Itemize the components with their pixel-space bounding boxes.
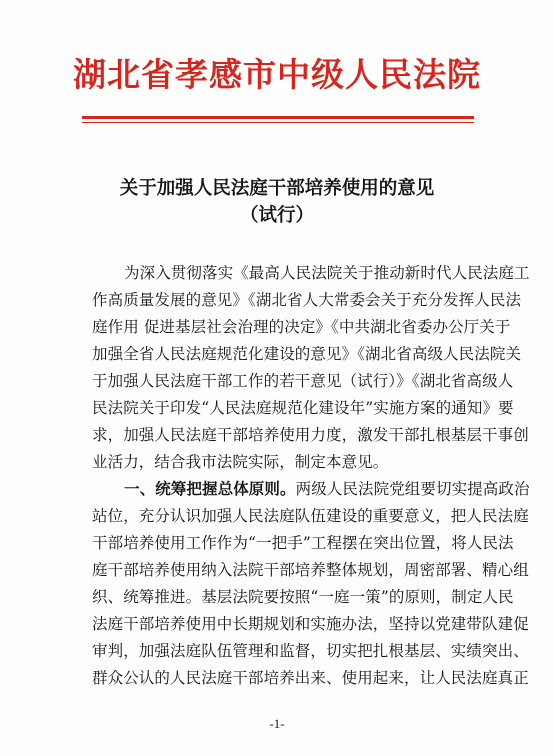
section-one-heading: 一、统筹把握总体原则。 [124,480,296,498]
section-one-line: 审判，加强法庭队伍管理和监督，切实把扎根基层、实绩突出、 [92,642,529,660]
preamble-line: 业活力，结合我市法院实际，制定本意见。 [92,453,389,471]
preamble-line: 求，加强人民法庭干部培养使用力度，激发干部扎根基层干事创 [92,426,529,444]
preamble-line: 加强全省人民法庭规范化建设的意见》《湖北省高级人民法院关 [92,345,522,363]
section-one-first-line-text: 两级人民法院党组要切实提高政治 [295,480,530,498]
section-one-line: 庭干部培养使用纳入法院干部培养整体规划，周密部署、精心组 [92,561,529,579]
page-number: -1- [269,716,285,731]
document-title: 关于加强人民法庭干部培养使用的意见 [119,178,435,199]
header-red-rule-thin [82,122,474,123]
section-one-line: 干部培养使用工作作为“一把手”工程摆在突出位置，将人民法 [92,534,514,552]
preamble-line: 作高质量发展的意见》《湖北省人大常委会关于充分发挥人民法 [92,291,522,309]
section-one-line: 法庭干部培养使用中长期规划和实施办法，坚持以党建带队建促 [92,615,529,633]
section-one-line: 群众公认的人民法庭干部培养出来、使用起来，让人民法庭真正 [92,669,529,687]
preamble-line: 民法院关于印发“人民法庭规范化建设年”实施方案的通知》要 [92,399,514,417]
section-one-line: 织、统筹推进。基层法院要按照“一庭一策”的原则，制定人民 [92,588,514,606]
section-one-first-line [124,479,530,499]
document-subtitle: （试行） [239,205,314,226]
preamble-line: 于加强人民法庭干部工作的若干意见（试行）》《湖北省高级人 [92,372,514,390]
header-red-rule-thick [82,116,474,119]
preamble-line: 为深入贯彻落实《最高人民法院关于推动新时代人民法庭工 [124,264,530,282]
court-header-title: 湖北省孝感市中级人民法院 [73,55,481,94]
preamble-line: 庭作用 促进基层社会治理的决定》《中共湖北省委办公厅关于 [92,318,511,336]
section-one-line: 站位，充分认识加强人民法庭队伍建设的重要意义，把人民法庭 [92,507,529,525]
